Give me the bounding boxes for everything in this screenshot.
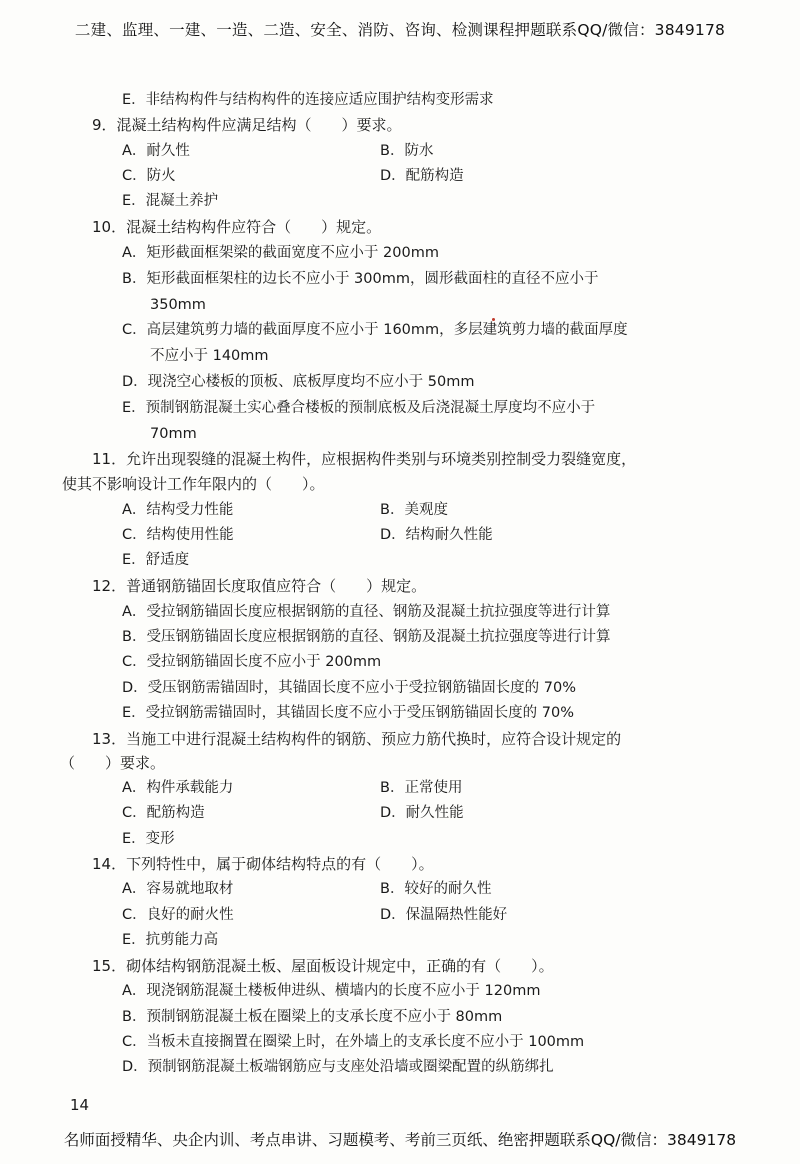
q12-line: D．受压钢筋需锚固时，其锚固长度不应小于受拉钢筋锚固长度的 70% <box>122 680 577 696</box>
q11-option-c: C．结构使用性能 <box>122 527 234 543</box>
question-13-stem: 13．当施工中进行混凝土结构构件的钢筋、预应力筋代换时，应符合设计规定的 <box>92 730 622 748</box>
q14-option-e: E．抗剪能力高 <box>122 932 219 948</box>
q15-line: C．当板未直接搁置在圈梁上时，在外墙上的支承长度不应小于 100mm <box>122 1034 585 1050</box>
q10-line: 70mm <box>150 426 197 442</box>
question-11-stem-cont: 使其不影响设计工作年限内的（ ）。 <box>62 475 325 493</box>
q9-option-d: D．配筋构造 <box>380 168 464 184</box>
q12-line: E．受拉钢筋需锚固时，其锚固长度不应小于受压钢筋锚固长度的 70% <box>122 705 574 721</box>
q11-option-d: D．结构耐久性能 <box>380 527 493 543</box>
q11-option-a: A．结构受力性能 <box>122 502 234 518</box>
q11-option-b: B．美观度 <box>380 502 448 518</box>
q13-option-a: A．构件承载能力 <box>122 780 234 796</box>
q10-line: C．高层建筑剪力墙的截面厚度不应小于 160mm，多层建筑剪力墙的截面厚度 <box>122 322 628 338</box>
q9-option-b: B．防水 <box>380 143 434 159</box>
option-e-continued: E．非结构构件与结构构件的连接应适应围护结构变形需求 <box>122 92 494 108</box>
question-15-stem: 15．砌体结构钢筋混凝土板、屋面板设计规定中，正确的有（ ）。 <box>92 957 554 975</box>
q9-option-a: A．耐久性 <box>122 143 190 159</box>
q10-line: E．预制钢筋混凝土实心叠合楼板的预制底板及后浇混凝土厚度均不应小于 <box>122 400 596 416</box>
q13-option-c: C．配筋构造 <box>122 805 205 821</box>
question-10-stem: 10．混凝土结构构件应符合（ ）规定。 <box>92 218 382 236</box>
q12-line: C．受拉钢筋锚固长度不应小于 200mm <box>122 654 382 670</box>
q13-option-d: D．耐久性能 <box>380 805 464 821</box>
q14-option-d: D．保温隔热性能好 <box>380 907 508 923</box>
q10-line: A．矩形截面框架梁的截面宽度不应小于 200mm <box>122 245 439 261</box>
question-11-stem: 11．允许出现裂缝的混凝土构件，应根据构件类别与环境类别控制受力裂缝宽度， <box>92 450 637 468</box>
q14-option-b: B．较好的耐久性 <box>380 881 492 897</box>
q10-line: 350mm <box>150 297 206 313</box>
ink-speck <box>492 318 495 321</box>
q15-line: B．预制钢筋混凝土板在圈梁上的支承长度不应小于 80mm <box>122 1009 503 1025</box>
q10-line: B．矩形截面框架柱的边长不应小于 300mm，圆形截面柱的直径不应小于 <box>122 271 599 287</box>
q9-option-e: E．混凝土养护 <box>122 193 219 209</box>
q12-line: B．受压钢筋锚固长度应根据钢筋的直径、钢筋及混凝土抗拉强度等进行计算 <box>122 629 611 645</box>
q12-line: A．受拉钢筋锚固长度应根据钢筋的直径、钢筋及混凝土抗拉强度等进行计算 <box>122 604 611 620</box>
q10-line: D．现浇空心楼板的顶板、底板厚度均不应小于 50mm <box>122 374 475 390</box>
q10-line: 不应小于 140mm <box>150 348 269 364</box>
q9-option-c: C．防火 <box>122 168 176 184</box>
question-13-stem-cont: （ ）要求。 <box>60 754 166 772</box>
question-9-stem: 9．混凝土结构构件应满足结构（ ）要求。 <box>92 116 402 134</box>
q11-option-e: E．舒适度 <box>122 552 190 568</box>
page-number: 14 <box>70 1096 90 1114</box>
question-12-stem: 12．普通钢筋锚固长度取值应符合（ ）规定。 <box>92 577 427 595</box>
q14-option-c: C．良好的耐火性 <box>122 907 234 923</box>
q15-line: A．现浇钢筋混凝土楼板伸进纵、横墙内的长度不应小于 120mm <box>122 983 541 999</box>
page-header: 二建、监理、一建、一造、二造、安全、消防、咨询、检测课程押题联系QQ/微信：3849178 <box>74 21 726 39</box>
question-14-stem: 14．下列特性中，属于砌体结构特点的有（ ）。 <box>92 855 434 873</box>
q13-option-b: B．正常使用 <box>380 780 463 796</box>
page-footer: 名师面授精华、央企内训、考点串讲、习题模考、考前三页纸、绝密押题联系QQ/微信：3849178 <box>63 1131 737 1149</box>
q14-option-a: A．容易就地取材 <box>122 881 234 897</box>
q15-line: D．预制钢筋混凝土板端钢筋应与支座处沿墙或圈梁配置的纵筋绑扎 <box>122 1059 554 1075</box>
q13-option-e: E．变形 <box>122 831 175 847</box>
